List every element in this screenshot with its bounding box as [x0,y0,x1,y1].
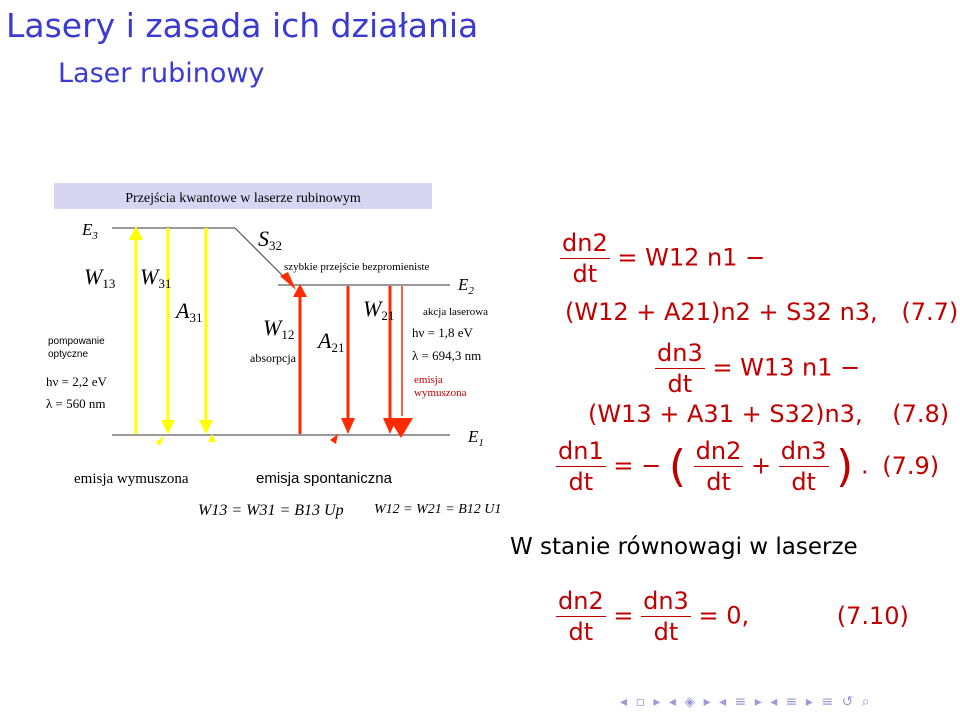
diagram-header: Przejścia kwantowe w laserze rubinowym [125,191,361,206]
fraction-dn2-dt-b: $\frac{dn2}{dt}$ [695,437,742,496]
level-e3-label: $E_3$ [82,220,98,242]
laser-wavelength: λ = 694,3 nm [412,348,482,363]
stimulated-emission-marker [156,436,164,446]
equation-7-8-line2: (W13 + A31 + S32)n3, (7.8) [588,400,950,428]
eq78-tag: (7.8) [892,400,950,428]
laser-action-label: akcja laserowa [423,306,489,318]
eq77-line1: = W12 n1 − [617,243,766,272]
left-paren: ( [668,441,687,492]
a31-label: A31 [176,298,203,325]
fraction-dn2-dt: $\frac{dn2}{dt}$ [562,229,608,288]
spontaneous-emission-label: emisja spontaniczna [256,470,392,487]
fraction-dn3-dt-b: $\frac{dn3}{dt}$ [780,437,827,496]
pumping-label-line2: optyczne [48,349,89,360]
pumping-label-line1: pompowanie [48,336,105,347]
pump-wavelength: λ = 560 nm [46,396,106,411]
w31-arrow-head [161,420,175,434]
eq710-tag: (7.10) [836,601,909,630]
slide-title: Lasery i zasada ich działania [6,6,479,45]
laser-energy: hν = 1,8 eV [412,325,473,340]
stimulated-label-line1: emisja [414,374,443,386]
equation-7-7 [560,228,765,289]
a21-arrow-head [341,418,355,434]
eq78-line1: = W13 n1 − [712,353,861,382]
stimulated-label-line2: wymuszona [414,387,467,399]
stimulated-emission-label: emisja wymuszona [74,471,189,487]
equation-7-7-line2: (W12 + A21)n2 + S32 n3, (7.7) [565,298,959,326]
eq77-tag: (7.7) [901,298,959,326]
beamer-navigation-bar[interactable]: ◂ ▫ ▸ ◂ ◈ ▸ ◂ ≡ ▸ ◂ ≡ ▸ ≡ ↺ ⌕ [620,694,872,710]
w21-label: W21 [363,296,395,323]
level-e2-label: $E_2$ [458,275,474,297]
a31-arrow-head [199,420,213,434]
fast-transition-label: szybkie przejście bezpromieniste [284,261,430,273]
steady-state-sentence: W stanie równowagi w laserze [510,534,858,560]
relation-left: W13 = W31 = B13 Up [198,502,344,519]
absorption-label: absorpcja [250,351,296,365]
w13-label: W13 [84,264,116,291]
a21-label: A21 [318,328,345,355]
relation-right: W12 = W21 = B12 U1 [374,502,502,517]
equation-7-8 [655,338,860,399]
level-e1-label: $E_1$ [468,427,484,449]
fraction-dn3-dt-c: $\frac{dn3}{dt}$ [643,587,689,646]
pump-energy: hν = 2,2 eV [46,374,107,389]
energy-level-diagram [40,180,510,530]
right-paren: ) [836,441,854,492]
w12-label: W12 [263,315,295,342]
s32-label: S32 [258,226,282,253]
fraction-dn2-dt-c: $\frac{dn2}{dt}$ [558,587,604,646]
equation-7-9: $\frac{dn1}{dt}$ = − ( $\frac{dn2}{dt}$ + $\frac{dn3}{dt}$ ) . (7.9) [558,437,940,496]
eq79-tag: (7.9) [882,451,940,480]
w31-label: W31 [140,264,172,291]
fraction-dn3-dt: $\frac{dn3}{dt}$ [657,339,703,398]
equation-7-10: $\frac{dn2}{dt}$ = $\frac{dn3}{dt}$ = 0, (7.10) [558,587,909,646]
slide-subtitle: Laser rubinowy [58,58,265,89]
fraction-dn1-dt: $\frac{dn1}{dt}$ [558,437,604,496]
